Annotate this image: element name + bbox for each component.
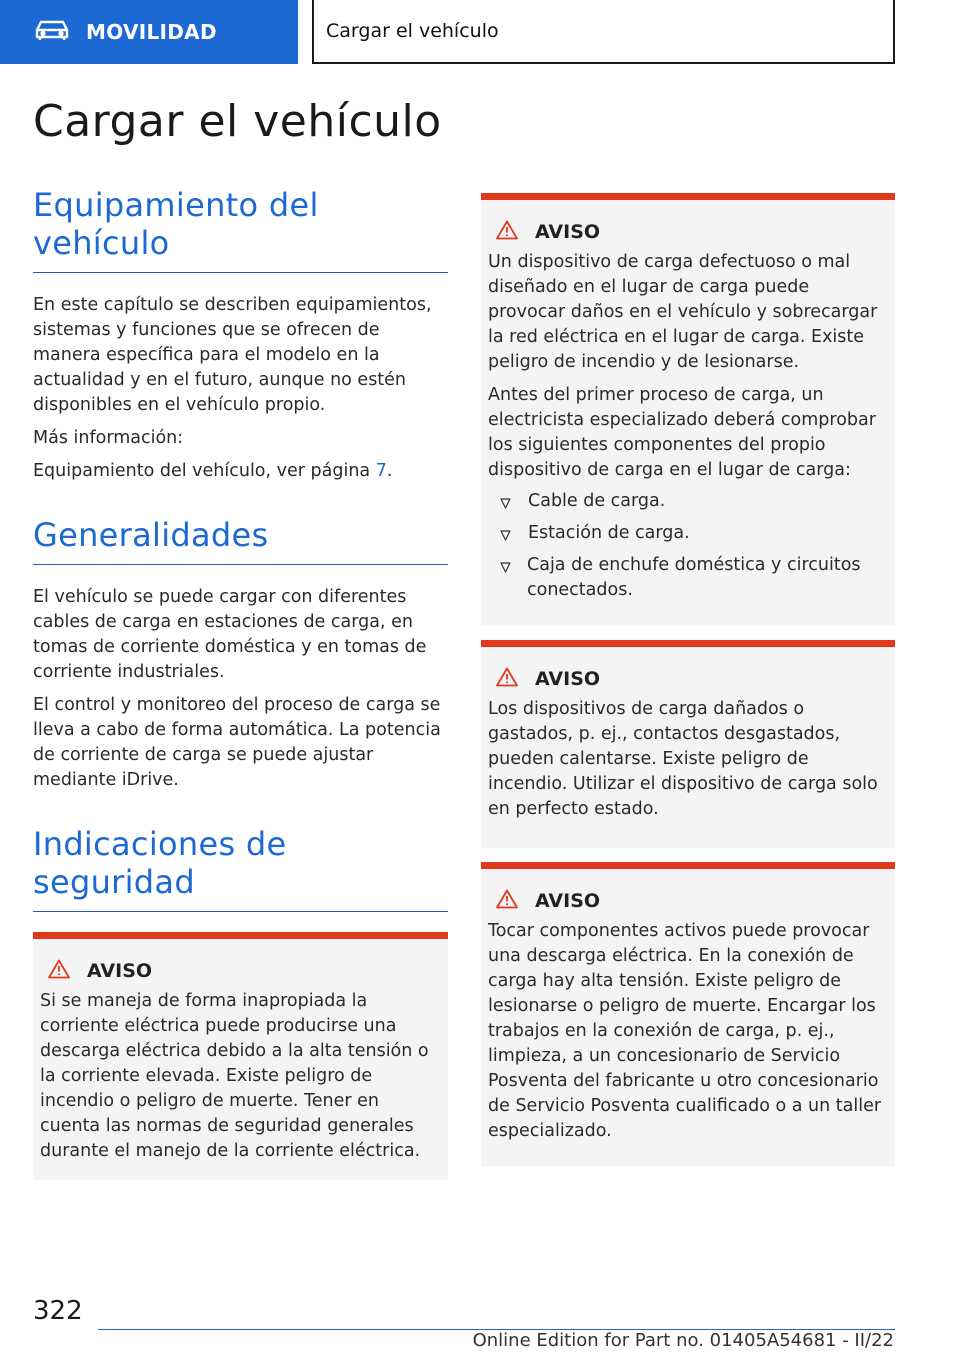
chapter-header: [312, 0, 895, 64]
car-icon: [34, 19, 86, 45]
list-item: [488, 489, 887, 514]
warning-box: [481, 640, 895, 848]
page-number: 322: [33, 1296, 83, 1326]
page-link[interactable]: 7: [375, 461, 387, 481]
warning-icon: [488, 220, 535, 244]
list-item: [488, 521, 887, 546]
warning-icon: [488, 667, 535, 691]
warning-header: [40, 959, 440, 983]
warning-header: [488, 889, 887, 913]
bullet-triangle-icon: [500, 489, 512, 514]
warning-box: [481, 862, 895, 1166]
warning-box: [481, 193, 895, 626]
warning-title: AVISO: [535, 668, 601, 690]
warning-text: Un dispositivo de carga defectuoso o mal diseñado en el lugar de carga puede provocar daños en el vehículo y sobrecargar la red eléctrica en el lugar de carga. Existe peligro de incendio y de lesionarse.: [488, 252, 878, 372]
warning-text: Si se maneja de forma inapropiada la corriente eléctrica puede producirse una descarga eléctrica debido a la alta tensión o la corriente elevada. Existe peligro de incendio o peligro de muerte. Tener en cuenta las normas de seguridad generales durante el manejo de la corriente eléctrica.: [40, 991, 429, 1161]
bullet-triangle-icon: [500, 553, 511, 603]
paragraph: Más información:: [33, 428, 184, 448]
paragraph: En este capítulo se describen equipamientos, sistemas y funciones que se ofrecen de manera específica para el modelo en la actualidad y en el futuro, aunque no estén disponibles en el vehículo propio.: [33, 295, 432, 415]
warning-title: AVISO: [535, 221, 601, 243]
bullet-triangle-icon: [500, 521, 512, 546]
heading-seguridad: Indicaciones de seguridad: [33, 825, 448, 912]
warning-title: AVISO: [87, 960, 153, 982]
list-item-text: Cable de carga.: [528, 491, 666, 511]
footer-edition: Online Edition for Part no. 01405A54681 - II/22: [472, 1330, 894, 1351]
warning-header: [488, 220, 887, 244]
section-tab: [0, 0, 298, 64]
reference-end: .: [386, 461, 393, 481]
warning-title: AVISO: [535, 890, 601, 912]
page-reference: [33, 459, 448, 484]
warning-text: Antes del primer proceso de carga, un electricista especializado deberá comprobar los siguientes componentes del propio dispositivo de carga en el lugar de carga:: [488, 385, 876, 480]
warning-box: [33, 932, 448, 1180]
list-item-text: Caja de enchufe doméstica y circuitos conectados.: [527, 555, 861, 600]
list-item-text: Estación de carga.: [528, 523, 690, 543]
warning-icon: [40, 959, 87, 983]
paragraph: El control y monitoreo del proceso de carga se lleva a cabo de forma automática. La potencia de corriente de carga se puede ajustar mediante iDrive.: [33, 695, 441, 790]
right-column: [481, 193, 895, 1166]
page-title: Cargar el vehículo: [33, 96, 442, 147]
heading-equipamiento: Equipamiento del vehículo: [33, 186, 448, 273]
left-column: [33, 186, 448, 1180]
warning-icon: [488, 889, 535, 913]
warning-text: Tocar componentes activos puede provocar una descarga eléctrica. En la conexión de carga hay alta tensión. Existe peligro de lesionarse o peligro de muerte. Encargar los trabajos en la conexión de carga, p. ej., limpieza, a un concesionario de Servicio Posventa del fabricante u otro concesionario de Servicio Posventa cualificado o a un taller especializado.: [488, 921, 882, 1141]
list-item: [488, 553, 887, 603]
paragraph: El vehículo se puede cargar con diferentes cables de carga en estaciones de carga, en tomas de corriente doméstica y en tomas de corriente industriales.: [33, 587, 427, 682]
heading-generalidades: Generalidades: [33, 516, 448, 565]
section-label: MOVILIDAD: [86, 20, 217, 44]
chapter-label: Cargar el vehículo: [326, 20, 499, 42]
warning-header: [488, 667, 887, 691]
bullet-list: [488, 489, 887, 603]
warning-text: Los dispositivos de carga dañados o gastados, p. ej., contactos desgastados, pueden calentarse. Existe peligro de incendio. Utilizar el dispositivo de carga solo en perfecto estado.: [488, 699, 878, 819]
reference-text: Equipamiento del vehículo, ver página: [33, 461, 376, 481]
